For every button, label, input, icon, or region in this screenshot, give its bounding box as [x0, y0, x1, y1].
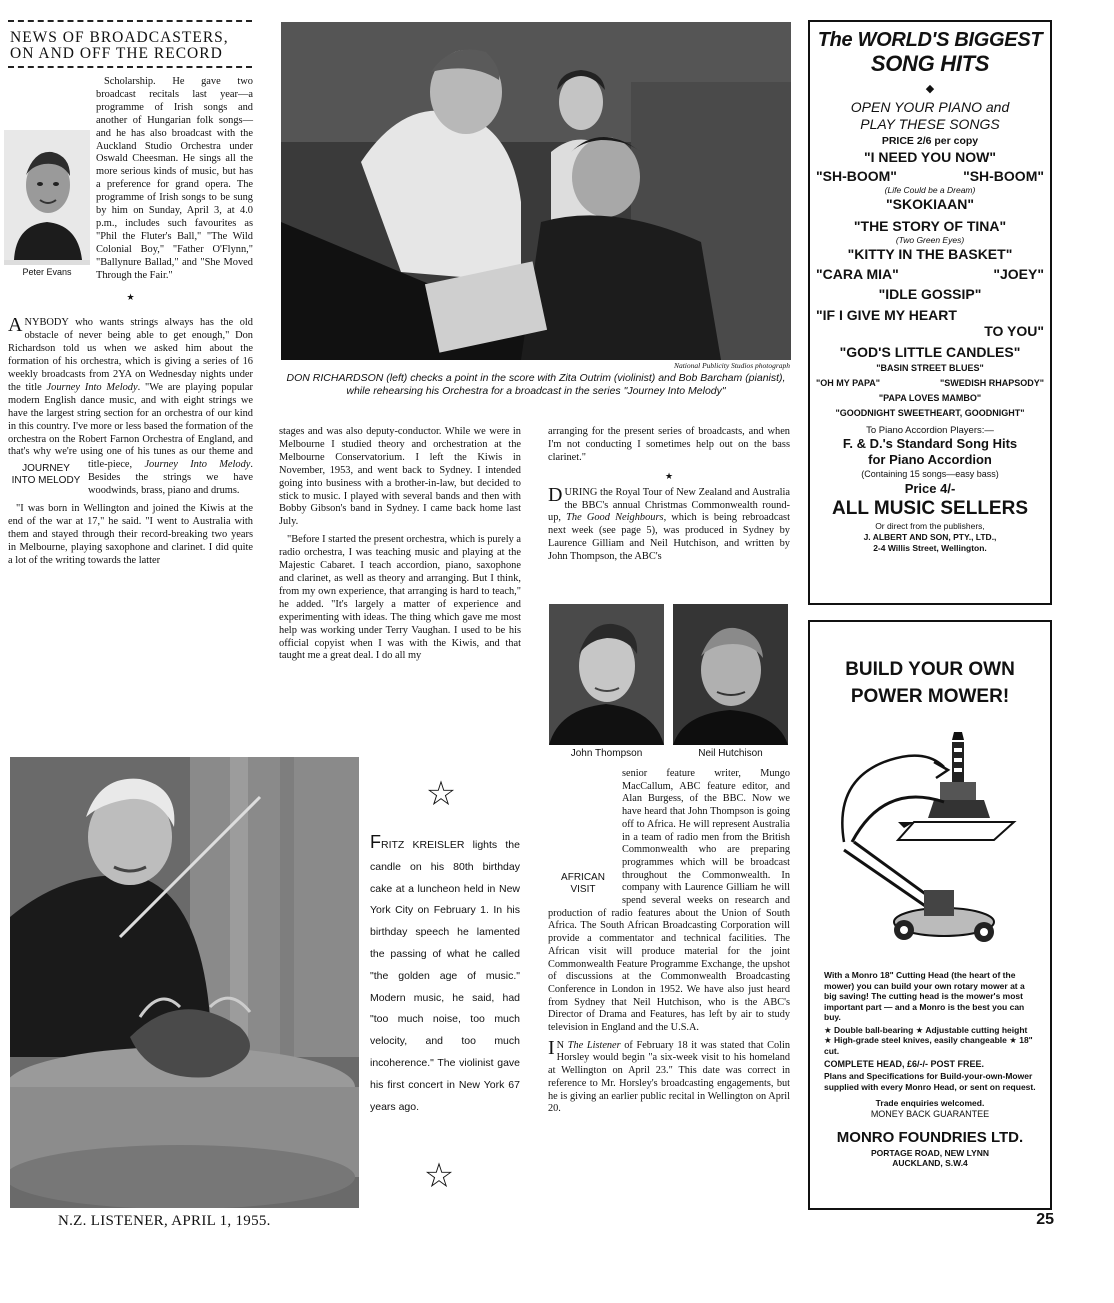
fritz-kreisler-photo [10, 757, 359, 1208]
header-rule-bottom [8, 66, 252, 68]
company-name: MONRO FOUNDRIES LTD. [836, 1129, 1024, 1146]
portrait-caption: Peter Evans [4, 265, 90, 278]
song-title: "I NEED YOU NOW" [863, 149, 997, 165]
diamond-icon: ◆ [925, 83, 935, 95]
section-title-line1: NEWS OF BROADCASTERS, [10, 29, 229, 46]
page-number: 25 [1036, 1211, 1054, 1228]
song-title-line2: TO YOU" [984, 323, 1044, 339]
star-ornament-bottom: ☆ [423, 1158, 455, 1195]
col1-paragraph-3: "I was born in Wellington and joined the Kiwis at the end of the war at 17," he said. "I went to Australia with them and stayed through their record-breaking two years in Melbourne, playing saxophone and clarinet. I did quite a lot of the writing towards the latter [8, 503, 253, 566]
col1-intro: Scholarship. He gave two broadcast recitals last year—a programme of Irish songs and another of Hungarian folk songs—and he has also broadcast with the Auckland Studio Orchestra under Oswald Cheesman. He sings all the more serious kinds of music, but has a preference for grand opera. The programme of Irish songs to be sung by him on Sunday, April 3, at 4.0 p.m., includes such favourites as "Phil the Fluter's Ball," "The Wild Colonial Boy," "Father O'Flynn," "Ballynure Ballad," and "She Moved Through the Fair." [96, 76, 253, 281]
section-title-line2: ON AND OFF THE RECORD [10, 45, 223, 62]
neil-hutchison-photo [673, 604, 788, 745]
col3-paragraph-2: DURING the Royal Tour of New Zealand and Australia the BBC's annual Christmas Commonwealth round-up, The Good Neighbours, which is being rebroadcast next week (see page 5), was produced in Sydney by Laurence Gilliam and Neil Hutchison, and written by John Thompson, the ABC's [548, 483, 790, 563]
star-divider: ★ [126, 291, 135, 302]
column-2 [279, 426, 521, 668]
neil-hutchison-image [673, 604, 788, 745]
ad-title: The WORLD'S BIGGEST SONG HITS [817, 29, 1043, 76]
orchestra-rehearsal-photo [281, 22, 791, 360]
song-title: "GOD'S LITTLE CANDLES" [839, 344, 1021, 360]
company-address-1: PORTAGE ROAD, NEW LYNN [870, 1148, 990, 1158]
accordion-price: Price 4/- [904, 481, 956, 496]
accordion-title: for Piano Accordion [868, 452, 992, 467]
portrait-image [4, 130, 90, 260]
photo-credit: National Publicity Studios photograph [673, 361, 790, 370]
song-title-small: "BASIN STREET BLUES" [876, 363, 984, 373]
john-thompson-caption: John Thompson [570, 748, 643, 759]
mower-illustration [824, 722, 1038, 962]
song-subtitle: (Life Could be a Dream) [884, 185, 976, 195]
song-title: "IDLE GOSSIP" [878, 286, 982, 302]
song-title-small-row: "OH MY PAPA" "SWEDISH RHAPSODY" [816, 378, 1044, 388]
kreisler-caption: FRITZ KREISLER lights the candle on his 80th birthday cake at a luncheon held in New York City on February 1. In his birthday speech he lamented the passing of what he called "the golden age of music." Modern music, he said, had "too much noise, too much velocity, and too much incoherence." The violinist gave his first concert in New York 67 years ago. [370, 832, 520, 1113]
mower-description: With a Monro 18" Cutting Head (the heart of the mower) you can build your own rotary mower at a big saving! The cutting head is the mower's most important part — and a Monro is the best you can buy. [824, 970, 1025, 1022]
ad-subtitle: OPEN YOUR PIANO and PLAY THESE SONGS [850, 99, 1010, 132]
all-music-sellers: ALL MUSIC SELLERS [832, 498, 1028, 519]
col2-paragraph-2: "Before I started the present orchestra, which is purely a radio orchestra, I was teaching music and playing at the Majestic Cabaret. I teach accordion, piano, saxophone and clarinet, as well as theory and arranging. But I think, from my own experience, that arranging is hard to teach," he added. "It's largely a matter of experience and experimenting with ideas. The thing which gave me most help was working under Terry Vaughan. I used to be his official copyist when I was with the Kiwis, and that taught me a great deal. I do all my [279, 534, 521, 662]
sidehead-journey-into-melody: JOURNEY INTO MELODY [11, 463, 81, 487]
sidehead-african-visit: AFRICAN VISIT [561, 872, 605, 895]
john-thompson-photo [549, 604, 664, 745]
column-1 [8, 76, 253, 573]
song-title-row: "SH-BOOM" "SH-BOOM" [816, 168, 1044, 184]
mower-features: ★ Double ball-bearing ★ Adjustable cutting height ★ High-grade steel knives, easily changeable ★ 18" cut. [824, 1024, 1033, 1056]
accordion-intro: To Piano Accordion Players:— [866, 425, 994, 436]
song-title: "THE STORY OF TINA" [853, 218, 1007, 234]
publisher-address: 2-4 Willis Street, Wellington. [873, 543, 987, 553]
mower-ad-title: BUILD YOUR OWN POWER MOWER! [845, 659, 1015, 707]
mower-price: COMPLETE HEAD, £6/-/- POST FREE. [824, 1059, 985, 1069]
price-per-copy: PRICE 2/6 per copy [881, 135, 979, 147]
song-hits-ad [808, 20, 1052, 605]
neil-hutchison-caption: Neil Hutchison [698, 748, 763, 759]
peter-evans-portrait [4, 130, 90, 278]
col2-paragraph-1: stages and was also deputy-conductor. While we were in Melbourne I studied theory and orchestration at the Melbourne Conservatorium. I left the Kiwis in November, 1953, and went back to Sydney. I intended going into business with a brother-in-law, but decided to stick to music. I played with several bands and then with Bobby Gibson's band in Sydney. I came back home last July. [279, 426, 521, 528]
accordion-note: (Containing 15 songs—easy bass) [861, 469, 999, 479]
power-mower-ad [808, 620, 1052, 1210]
song-title-row: "CARA MIA" "JOEY" [816, 266, 1044, 282]
company-address-2: AUCKLAND, S.W.4 [892, 1158, 968, 1168]
publisher-intro: Or direct from the publishers, [875, 521, 985, 531]
accordion-title: F. & D.'s Standard Song Hits [842, 436, 1018, 451]
column-3-continued [548, 768, 790, 1121]
star-ornament-top: ☆ [425, 776, 457, 813]
song-title-line1: "IF I GIVE MY HEART [816, 307, 957, 323]
mower-plans: Plans and Specifications for Build-your-own-Mower supplied with every Monro Head, or sent on request. [824, 1071, 1036, 1092]
col3-paragraph-4: I N The Listener of February 18 it was stated that Colin Horsley would begin "a six-week visit to his homeland at Wellington on April 23." This date was correct in reference to Mr. Horsley's broadcasting engagements, but he is giving an earlier public recital in Wellington on April 20. [548, 1036, 790, 1115]
col1-paragraph-2: ANYBODY who wants strings always has the old obstacle of never being able to get enough," Don Richardson told us when we asked him about the formation of his orchestra, which is giving a series of 16 weekly broadcasts from 2YA on Wednesday nights under the title Journey Into Melody. "We are playing popular modern English dance music, and with eight strings we have the largest string section for an orchestra of our kind in this country. I've more or less based the formation of the orchestra on the Robert Farnon Orchestra of England, and that's why we're using one of his tunes as our theme and title-piece, JOURNEY INTO MELODY Journey Into Melody. Besides the strings we have woodwinds, brass, piano and drums. [8, 314, 253, 497]
publisher-name: J. ALBERT AND SON, PTY., LTD., [863, 532, 997, 542]
col3-paragraph-1: arranging for the present series of broadcasts, and when I'm not conducting I sometimes help out on the bass clarinet." [548, 426, 790, 463]
song-title: "KITTY IN THE BASKET" [847, 246, 1013, 262]
rehearsal-image [281, 22, 791, 360]
trade-enquiries: Trade enquiries welcomed. [875, 1098, 985, 1108]
star-divider: ★ [664, 470, 674, 481]
header-rule [8, 20, 252, 22]
song-title: "SKOKIAAN" [886, 196, 974, 212]
section-title [10, 30, 254, 62]
kreisler-image [10, 757, 359, 1208]
song-title-small: "PAPA LOVES MAMBO" [878, 393, 982, 403]
col3-paragraph-3: AFRICAN VISIT senior feature writer, Mungo MacCallum, ABC feature editor, and Alan Burgess, of the BBC. Now we have heard that John Thompson is going off to Africa. He will represent Australia in a team of radio men from the British Commonwealth who are preparing programmes which will be broadcast throughout the Commonwealth. In company with Laurence Gilliam he will spend several weeks on research and production of radio features about the Union of South Africa. The South African Broadcasting Corporation will provide a commentator and technical facilities. The African visit will produce material for the joint Commonwealth Feature Programme Exchange, the upshot of discussions at the Commonwealth Broadcasting Conference in London in 1952. We have also just heard from Sydney that Neil Hutchison, who is the ABC's Director of Drama and Features, has left by air to study television in England and the U.S.A. [548, 768, 790, 1034]
publication-footer: N.Z. LISTENER, APRIL 1, 1955. [58, 1213, 271, 1229]
song-subtitle: (Two Green Eyes) [895, 235, 965, 245]
money-back-guarantee: MONEY BACK GUARANTEE [870, 1109, 990, 1119]
john-thompson-image [549, 604, 664, 745]
column-3 [548, 426, 790, 569]
top-photo-caption: DON RICHARDSON (left) checks a point in the score with Zita Outrim (violinist) and Bob Barcham (pianist), while rehearsing his Orchestra for a broadcast in the series "Journey Into Melody" [286, 372, 786, 397]
song-title-small: "GOODNIGHT SWEETHEART, GOODNIGHT" [835, 408, 1025, 418]
